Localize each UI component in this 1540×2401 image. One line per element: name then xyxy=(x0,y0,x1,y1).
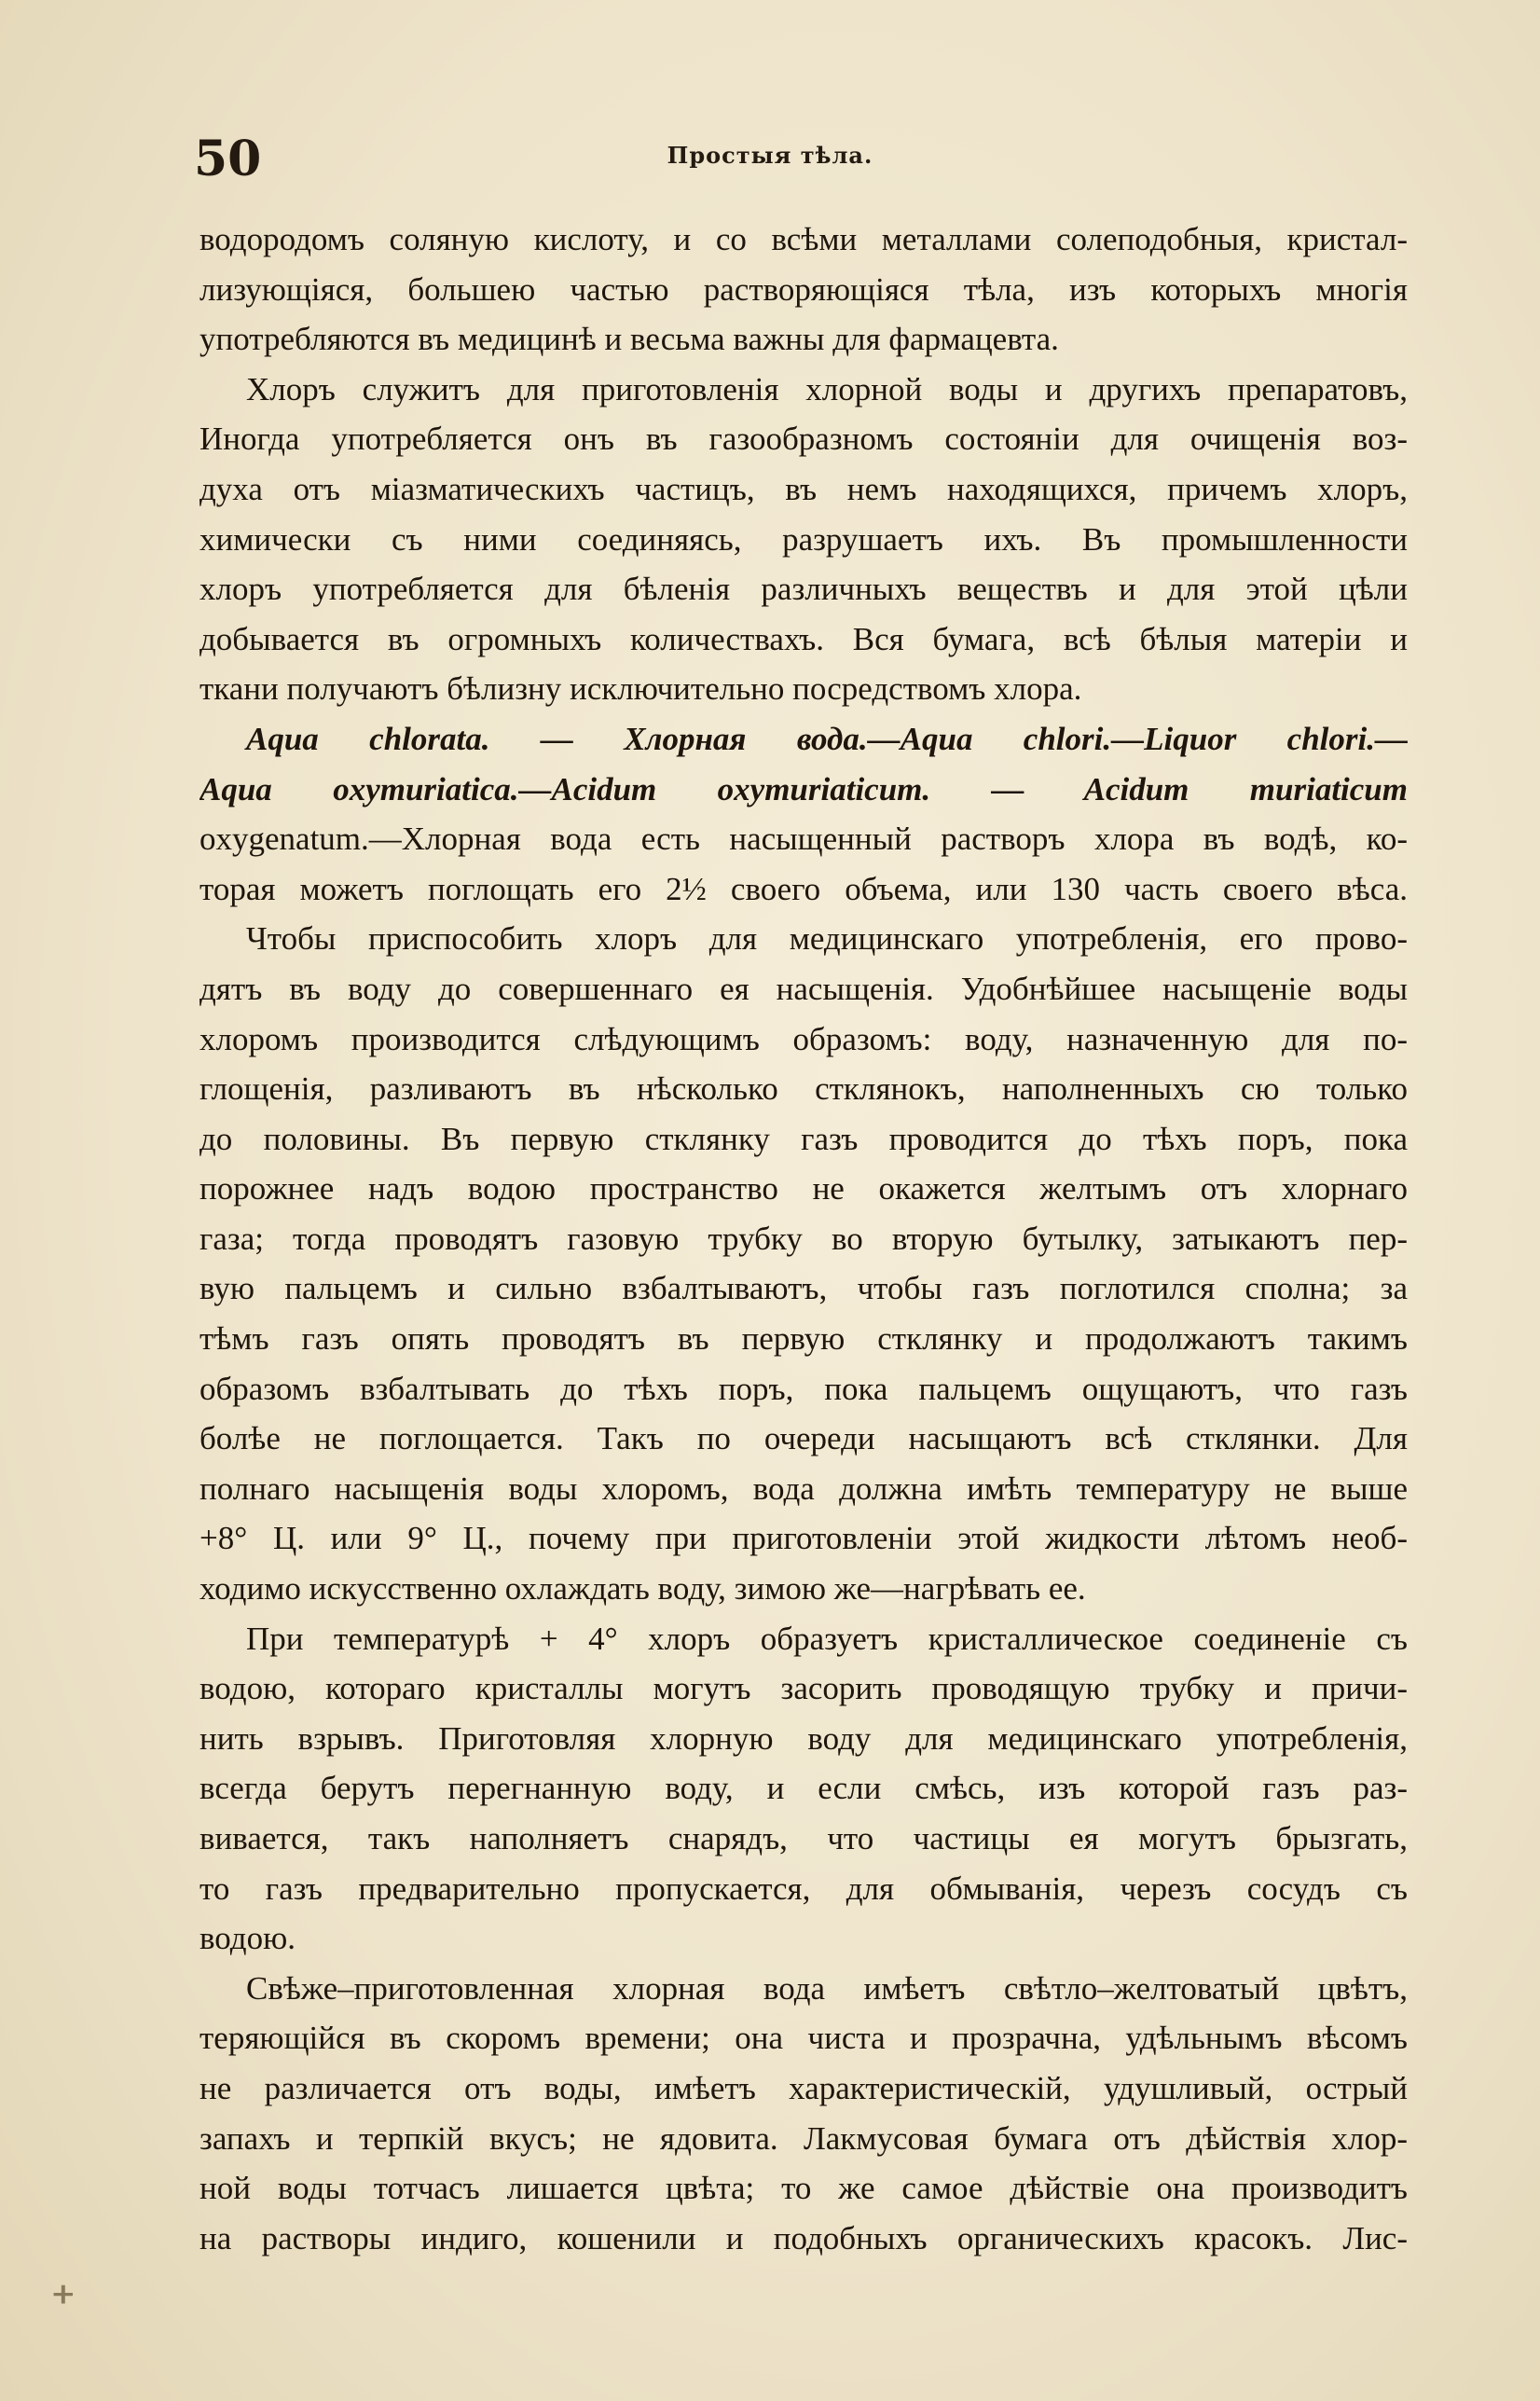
text-line: Свѣже–приготовленная хлорная вода имѣетъ свѣтло–желтоватый цвѣтъ, xyxy=(246,1969,1408,2007)
text-line: Иногда употребляется онъ въ газообразномъ состояніи для очищенія воз- xyxy=(199,421,1408,458)
page-number: 50 xyxy=(194,131,262,187)
text-line: не различается отъ воды, имѣетъ характеристическій, удушливый, острый xyxy=(199,2069,1408,2106)
running-title: Простыя тѣла. xyxy=(667,142,873,169)
text-line: лизующіяся, большею частью растворяющіяся тѣла, изъ которыхъ многія xyxy=(199,270,1408,308)
text-line: ходимо искусственно охлаждать воду, зимою же—нагрѣвать ее. xyxy=(199,1570,1086,1608)
text-line: теряющійся въ скоромъ времени; она чиста и прозрачна, удѣльнымъ вѣсомъ xyxy=(199,2020,1408,2057)
text-line: вивается, такъ наполняетъ снарядъ, что частицы ея могутъ брызгать, xyxy=(199,1820,1408,1856)
text-line: водою, котораго кристаллы могутъ засорить проводящую трубку и причи- xyxy=(199,1670,1408,1707)
text-line: ной воды тотчасъ лишается цвѣта; то же самое дѣйствіе она производитъ xyxy=(199,2170,1408,2207)
text-line: oxygenatum.—Хлорная вода есть насыщенный растворъ хлора въ водѣ, ко- xyxy=(199,821,1408,858)
body-text xyxy=(199,214,1408,2263)
text-line: образомъ взбалтывать до тѣхъ поръ, пока пальцемъ ощущаютъ, что газъ xyxy=(199,1370,1408,1407)
text-line: употребляются въ медицинѣ и весьма важны для фармацевта. xyxy=(199,321,1059,358)
text-line: хлоромъ производится слѣдующимъ образомъ: воду, назначенную для по- xyxy=(199,1020,1408,1057)
text-line: торая можетъ поглощать его 2½ своего объема, или 130 часть своего вѣса. xyxy=(199,870,1408,907)
text-line: газа; тогда проводятъ газовую трубку во вторую бутылку, затыкаютъ пер- xyxy=(199,1220,1408,1257)
text-line: духа отъ міазматическихъ частицъ, въ немъ находящихся, причемъ хлоръ, xyxy=(199,470,1408,507)
text-line: Aqua oxymuriatica.—Acidum oxymuriaticum. — Acidum muriaticum xyxy=(199,770,1408,807)
text-line: водородомъ соляную кислоту, и со всѣми металлами солеподобныя, кристал- xyxy=(199,221,1408,257)
text-line: на растворы индиго, кошенили и подобныхъ органическихъ красокъ. Лис- xyxy=(199,2219,1408,2256)
text-line: дятъ въ воду до совершеннаго ея насыщенія. Удобнѣйшее насыщеніе воды xyxy=(199,970,1408,1007)
text-line: Aqua chlorata. — Хлорная вода.—Aqua chlori.—Liquor chlori.— xyxy=(246,720,1408,757)
text-line: до половины. Въ первую стклянку газъ проводится до тѣхъ поръ, пока xyxy=(199,1120,1408,1157)
text-line: При температурѣ + 4° хлоръ образуетъ кристаллическое соединеніе съ xyxy=(246,1620,1408,1657)
text-line: добывается въ огромныхъ количествахъ. Вся бумага, всѣ бѣлыя матеріи и xyxy=(199,620,1408,657)
text-line: то газъ предварительно пропускается, для обмыванія, черезъ сосудъ съ xyxy=(199,1870,1408,1907)
text-line: вую пальцемъ и сильно взбалтываютъ, чтобы газъ поглотился сполна; за xyxy=(199,1270,1408,1307)
text-line: тѣмъ газъ опять проводятъ въ первую стклянку и продолжаютъ такимъ xyxy=(199,1320,1408,1358)
text-line: болѣе не поглощается. Такъ по очереди насыщаютъ всѣ стклянки. Для xyxy=(199,1420,1408,1457)
text-line: хлоръ употребляется для бѣленія различныхъ веществъ и для этой цѣли xyxy=(199,571,1408,608)
text-line: полнаго насыщенія воды хлоромъ, вода должна имѣть температуру не выше xyxy=(199,1470,1408,1507)
text-line: химически съ ними соединяясь, разрушаетъ ихъ. Въ промышленности xyxy=(199,520,1408,558)
text-line: +8° Ц. или 9° Ц., почему при приготовленіи этой жидкости лѣтомъ необ- xyxy=(199,1520,1408,1557)
text-line: водою. xyxy=(199,1920,296,1957)
text-line: запахъ и терпкій вкусъ; не ядовита. Лакмусовая бумага отъ дѣйствія хлор- xyxy=(199,2119,1408,2157)
text-line: всегда берутъ перегнанную воду, и если смѣсь, изъ которой газъ раз- xyxy=(199,1770,1408,1807)
text-line: глощенія, разливаютъ въ нѣсколько стклянокъ, наполненныхъ сю только xyxy=(199,1070,1408,1108)
text-line: порожнее надъ водою пространство не окажется желтымъ отъ хлорнаго xyxy=(199,1170,1408,1207)
text-line: Чтобы приспособить хлоръ для медицинскаго употребленія, его прово- xyxy=(246,920,1408,958)
text-line: нить взрывъ. Приготовляя хлорную воду для медицинскаго употребленія, xyxy=(199,1719,1408,1757)
text-line: ткани получаютъ бѣлизну исключительно посредствомъ хлора. xyxy=(199,670,1082,708)
margin-ink-mark: ᚐ xyxy=(54,2271,73,2314)
text-line: Хлоръ служитъ для приготовленія хлорной воды и другихъ препаратовъ, xyxy=(246,370,1408,407)
